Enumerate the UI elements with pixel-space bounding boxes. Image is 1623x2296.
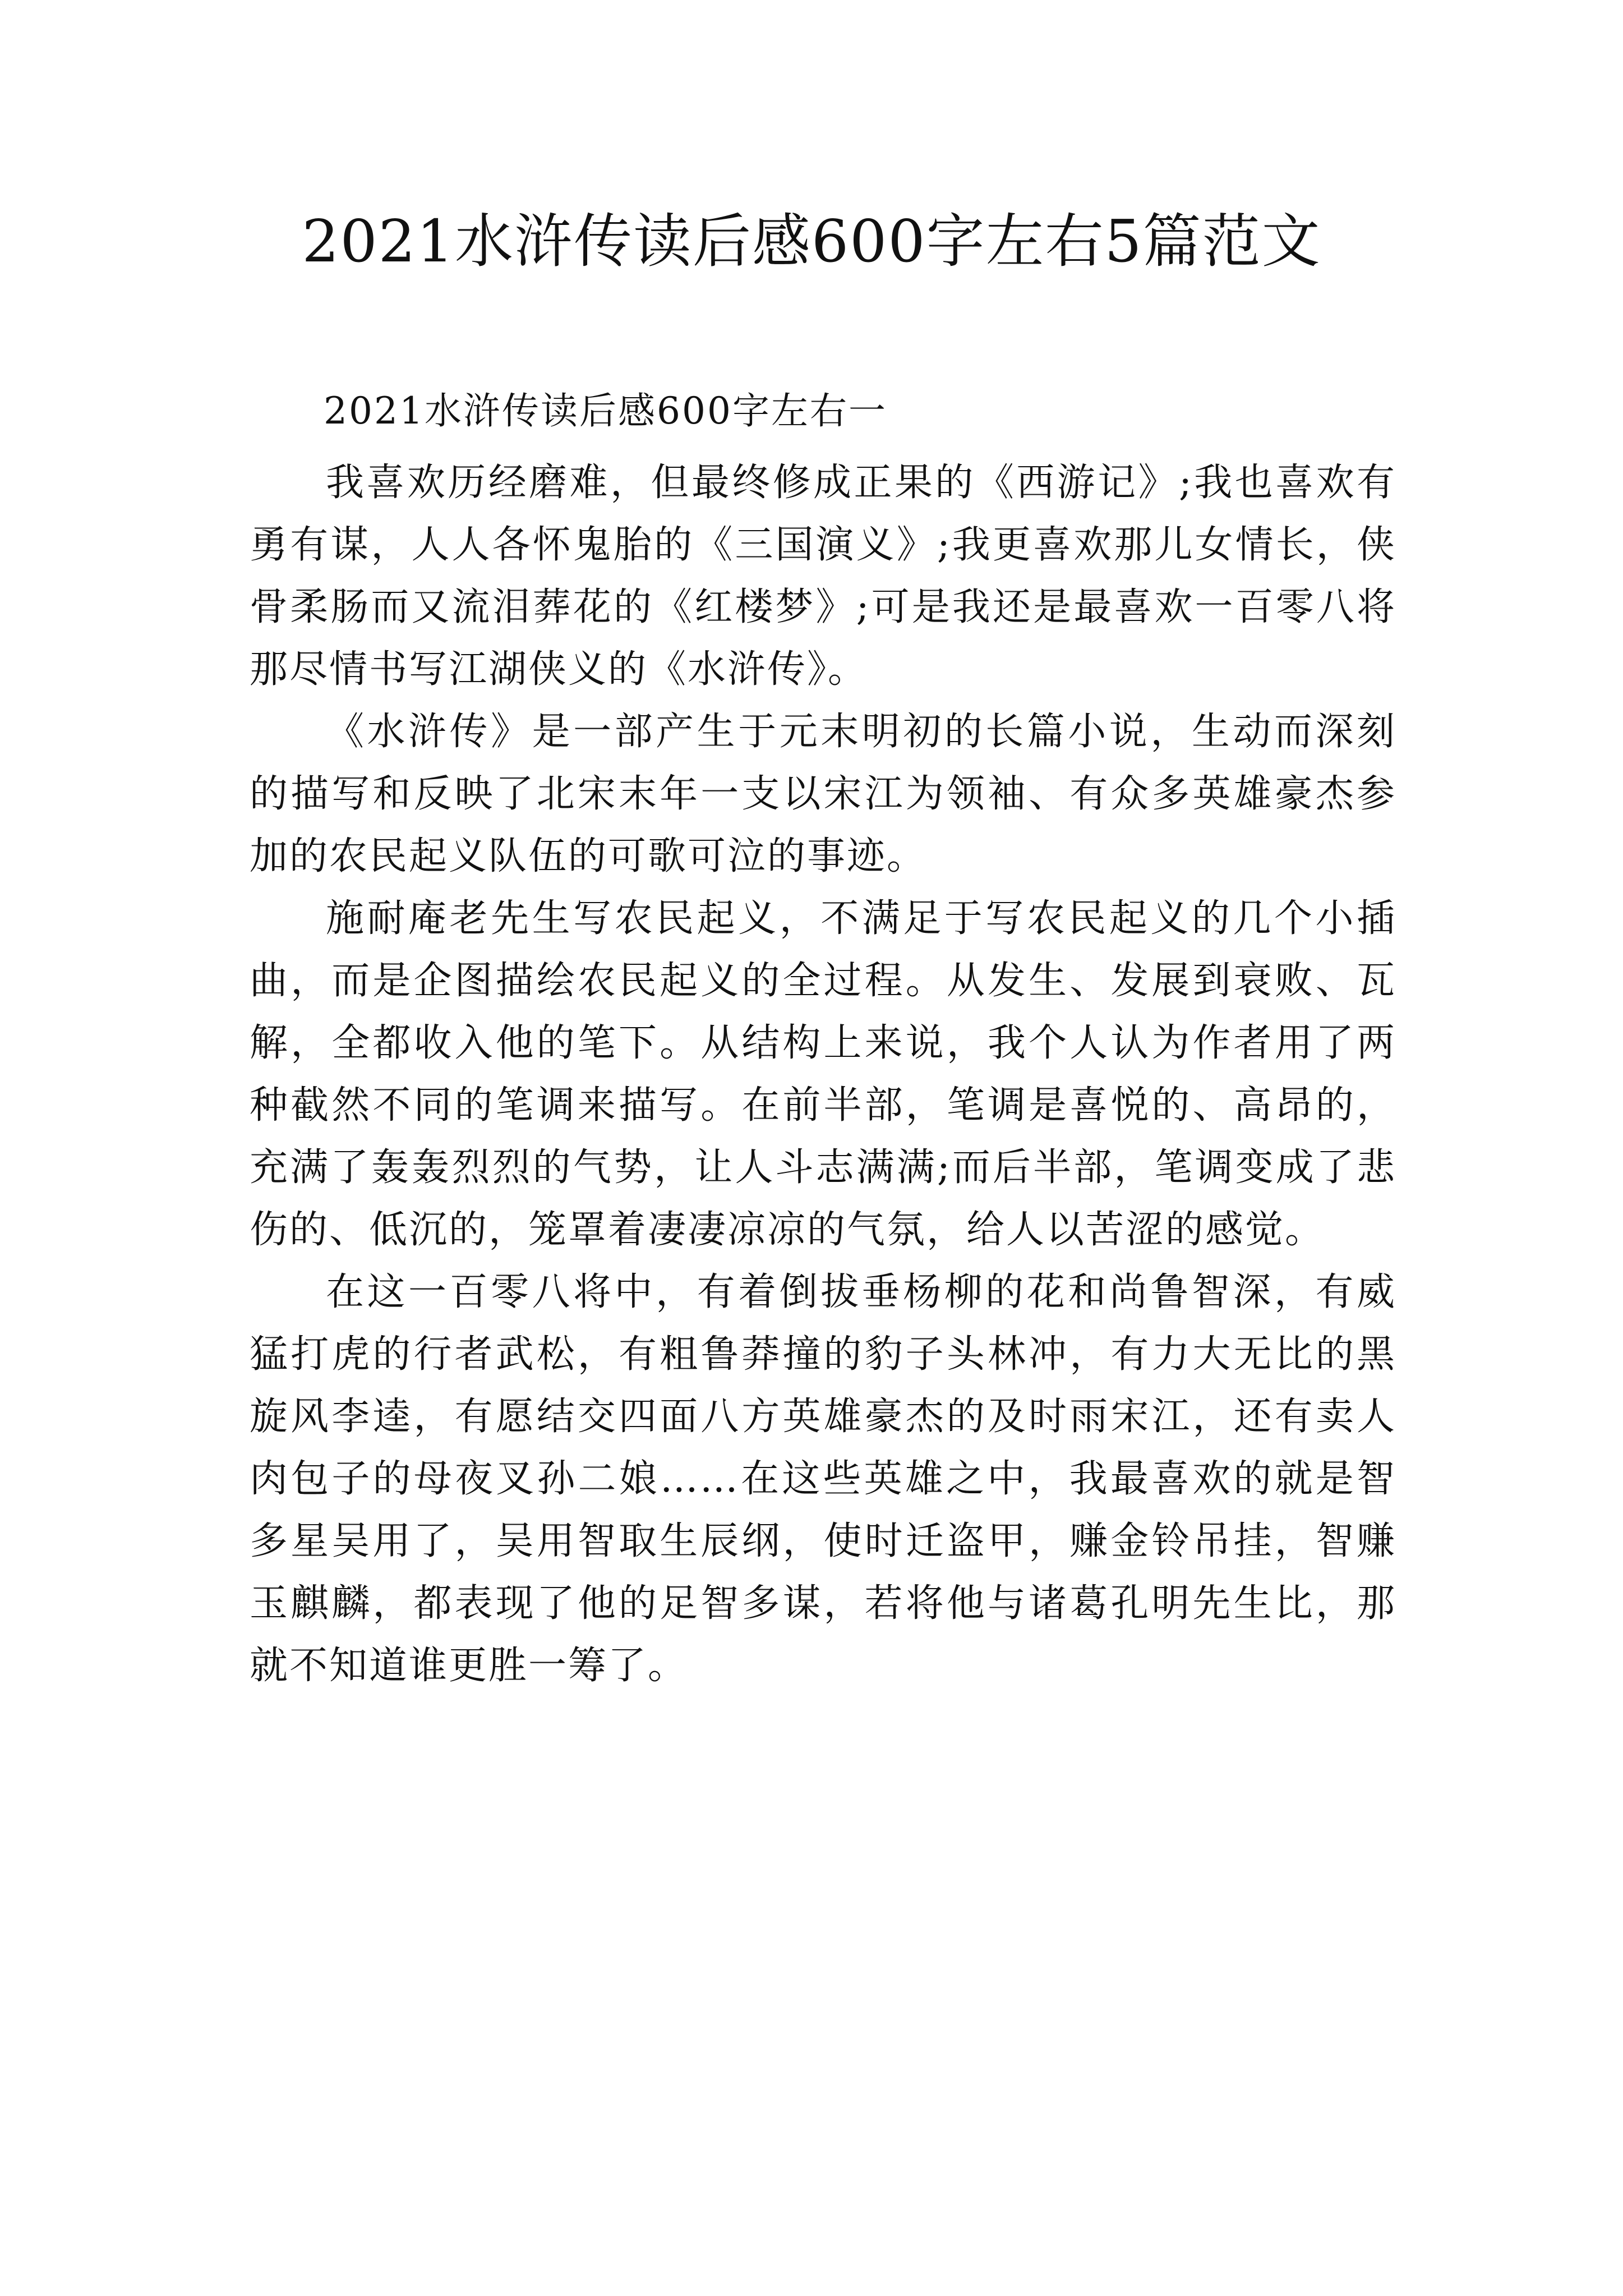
paragraph: 施耐庵老先生写农民起义，不满足于写农民起义的几个小插曲，而是企图描绘农民起义的全过程。从发生、发展到衰败、瓦解，全都收入他的笔下。从结构上来说，我个人认为作者用了两种截然不同的笔调来描写。在前半部，笔调是喜悦的、高昂的，充满了轰轰烈烈的气势，让人斗志满满;而后半部，笔调变成了悲伤的、低沉的，笼罩着凄凄凉凉的气氛，给人以苦涩的感觉。 [250, 896, 1396, 1252]
document-title: 2021水浒传读后感600字左右5篇范文 [302, 207, 1321, 275]
paragraph: 《水浒传》是一部产生于元末明初的长篇小说，生动而深刻的描写和反映了北宋末年一支以宋江为领袖、有众多英雄豪杰参加的农民起义队伍的可歌可泣的事迹。 [250, 710, 1396, 878]
section-heading: 2021水浒传读后感600字左右一 [324, 389, 887, 432]
paragraph: 在这一百零八将中，有着倒拔垂杨柳的花和尚鲁智深，有威猛打虎的行者武松，有粗鲁莽撞的豹子头林冲，有力大无比的黑旋风李逵，有愿结交四面八方英雄豪杰的及时雨宋江，还有卖人肉包子的母夜叉孙二娘……在这些英雄之中，我最喜欢的就是智多星吴用了，吴用智取生辰纲，使时迁盗甲，赚金铃吊挂，智赚玉麒麟，都表现了他的足智多谋，若将他与诸葛孔明先生比，那就不知道谁更胜一筹了。 [250, 1270, 1396, 1688]
paragraph: 我喜欢历经磨难，但最终修成正果的《西游记》;我也喜欢有勇有谋，人人各怀鬼胎的《三国演义》;我更喜欢那儿女情长，侠骨柔肠而又流泪葬花的《红楼梦》;可是我还是最喜欢一百零八将那尽情书写江湖侠义的《水浒传》。 [250, 461, 1396, 692]
document-body [250, 376, 1396, 1697]
